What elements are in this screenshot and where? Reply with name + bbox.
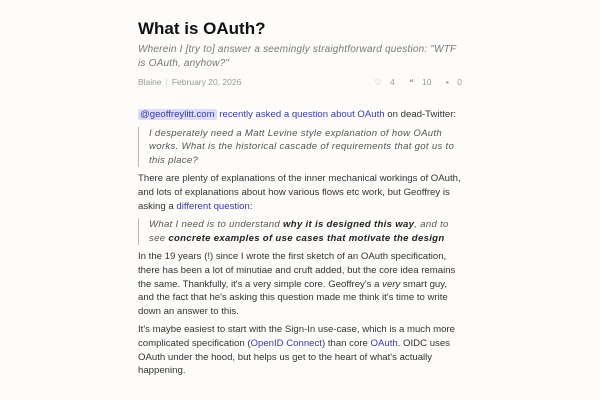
quote-button[interactable] bbox=[403, 77, 431, 87]
like-button[interactable] bbox=[368, 77, 395, 87]
question-link[interactable]: recently asked a question about OAuth bbox=[219, 109, 385, 120]
quote-count: 10 bbox=[422, 77, 432, 87]
comment-count: 0 bbox=[457, 77, 462, 87]
text: on dead-Twitter: bbox=[384, 109, 457, 120]
bold-text: concrete examples of use cases that motivate the design bbox=[168, 232, 445, 244]
openid-link[interactable]: OpenID Connect bbox=[250, 337, 322, 349]
oauth-link[interactable]: OAuth bbox=[370, 337, 398, 349]
quote-icon: ❝ bbox=[409, 77, 414, 87]
comment-button[interactable] bbox=[440, 77, 462, 87]
paragraph bbox=[138, 250, 462, 318]
heart-icon: ♡ bbox=[373, 77, 382, 87]
bold-text: why it is designed this way bbox=[283, 219, 415, 231]
page-title: What is OAuth? bbox=[138, 19, 266, 38]
different-question-link[interactable]: different question bbox=[176, 200, 250, 212]
article bbox=[138, 18, 462, 383]
comment-icon: ▪ bbox=[445, 77, 449, 87]
text: smart guy, and the fact that he's asking this question made me think it's time to write down an answer to this. bbox=[138, 278, 448, 317]
paragraph bbox=[138, 323, 462, 377]
blockquote: I desperately need a Matt Levine style explanation of how OAuth works. What is the historical cascade of requirements that got us to this place? bbox=[138, 127, 462, 168]
emphasis: very bbox=[382, 278, 401, 290]
text: , and to see bbox=[149, 219, 449, 244]
blockquote bbox=[138, 218, 462, 245]
paragraph bbox=[138, 172, 462, 213]
date: February 20, 2026 bbox=[171, 77, 242, 87]
like-count: 4 bbox=[389, 77, 395, 87]
text: There are plenty of explanations of the inner mechanical workings of OAuth, and lots of explanations about how various flows etc work, but Geoffrey is asking a bbox=[138, 173, 461, 212]
text: . OIDC uses OAuth under the hood, but helps us get to the heart of what's actually happening. bbox=[138, 337, 450, 377]
text: ) than core bbox=[321, 337, 371, 349]
mention-link[interactable]: @geoffreylitt.com bbox=[140, 109, 215, 120]
subtitle: Wherein I [try to] answer a seemingly straightforward question: "WTF is OAuth, anyhow?" bbox=[138, 44, 457, 69]
text: It's maybe easiest to start with the Sign-In use-case, which is a much more complicated specification ( bbox=[138, 324, 455, 349]
author[interactable]: Blaine bbox=[138, 77, 162, 87]
text: What I need is to understand bbox=[149, 219, 284, 231]
text: : bbox=[249, 200, 253, 212]
paragraph bbox=[138, 108, 462, 122]
text: In the 19 years (!) since I wrote the first sketch of an OAuth specification, there has been a lot of minutiae and cruft added, but the core idea remains the same. Thankfully, it's a very simple core. Geoffrey's a bbox=[138, 251, 456, 290]
post-meta: Blaine | February 20, 2026 ♡ 4 ❝ 10 ▪ 0 bbox=[138, 77, 462, 87]
